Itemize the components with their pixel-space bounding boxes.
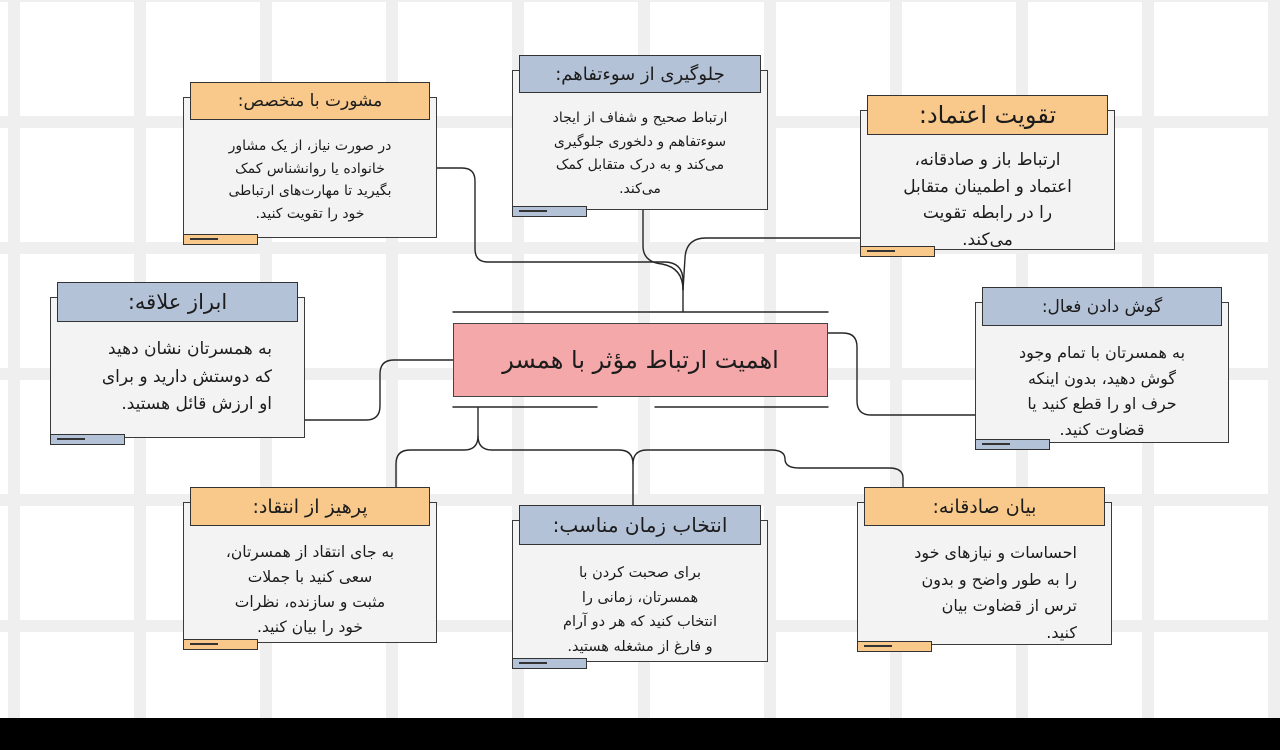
node-strengthen-trust [860, 101, 1115, 251]
connector-listening [828, 333, 975, 415]
tab-line-icon [57, 438, 85, 440]
node-text-line: همسرتان، زمانی را [581, 589, 699, 606]
node-text-line: خانواده یا روانشناس کمک [235, 160, 385, 177]
node-text-line: بگیرید تا مهارت‌های ارتباطی [228, 183, 392, 199]
node-tab [512, 658, 587, 669]
connector-trust [683, 238, 860, 290]
node-text-line: ارتباط صحیح و شفاف از ایجاد [552, 110, 728, 126]
node-text-line: سوءتفاهم و دلخوری جلوگیری [553, 133, 727, 150]
node-text-line: حرف او را قطع کنید یا [1027, 394, 1177, 414]
central-topic-label: اهمیت ارتباط مؤثر با همسر [502, 346, 779, 374]
node-title: پرهیز از انتقاد: [252, 495, 368, 518]
tab-line-icon [864, 645, 892, 647]
node-text [858, 540, 1111, 646]
tab-line-icon [982, 443, 1010, 445]
node-text-line: در صورت نیاز، از یک مشاور [228, 138, 392, 154]
node-text-line: ارتباط باز و صادقانه، [914, 150, 1061, 170]
node-text-line: به جای انتقاد از همسرتان، [225, 543, 395, 561]
node-text [976, 340, 1228, 443]
connector-affection [305, 360, 453, 420]
node-header [190, 487, 430, 526]
node-title: مشورت با متخصص: [237, 91, 383, 111]
node-tab [183, 639, 258, 650]
node-text-line: خود را بیان کنید. [257, 618, 363, 636]
tab-line-icon [519, 210, 547, 212]
node-text-line: برای صحبت کردن با [579, 565, 701, 581]
node-text-line: مثبت و سازنده، نظرات [234, 593, 386, 611]
node-tab [857, 641, 932, 652]
node-text-line: خود را تقویت کنید. [255, 205, 365, 222]
node-text-line: می‌کند و به درک متقابل کمک [555, 157, 725, 174]
node-text-line: او ارزش قائل هستید. [121, 394, 272, 414]
node-header [190, 82, 430, 120]
tab-line-icon [519, 662, 547, 664]
node-text-line: قضاوت کنید. [1059, 420, 1145, 440]
node-header [519, 55, 761, 93]
node-header [867, 95, 1108, 135]
node-text-line: احساسات و نیازهای خود [914, 543, 1077, 562]
node-header [519, 505, 761, 545]
node-text [513, 107, 767, 202]
node-text [861, 147, 1114, 254]
node-express-affection [50, 290, 305, 438]
node-honest-expression [857, 495, 1112, 645]
node-header [57, 282, 298, 322]
bottom-band [0, 718, 1280, 750]
node-text [51, 336, 304, 419]
tab-line-icon [190, 643, 218, 645]
node-text-line: می‌کند. [962, 230, 1013, 251]
node-text-line: گوش دهید، بدون اینکه [1027, 368, 1177, 388]
node-choose-right-time [512, 513, 768, 662]
node-tab [860, 246, 935, 257]
node-text-line: و فارغ از مشغله هستید. [567, 638, 713, 655]
node-tab [183, 234, 258, 245]
node-title: ابراز علاقه: [127, 290, 228, 314]
tab-line-icon [190, 238, 218, 240]
central-topic [453, 323, 828, 397]
connector-timing [478, 436, 633, 505]
node-text-line: به همسرتان با تمام وجود [1018, 343, 1186, 362]
connector-honesty [633, 450, 903, 488]
connector-criticism [396, 408, 478, 488]
node-title: بیان صادقانه: [932, 495, 1037, 518]
node-active-listening [975, 296, 1229, 443]
node-tab [50, 434, 125, 445]
node-title: تقویت اعتماد: [918, 101, 1057, 129]
node-title: گوش دادن فعال: [1041, 296, 1163, 317]
node-text-line: که دوستش دارید و برای [101, 366, 272, 387]
node-text-line: می‌کند. [619, 181, 661, 198]
connector-misunderstanding [643, 210, 683, 290]
node-header [982, 287, 1222, 326]
node-title: جلوگیری از سوءتفاهم: [555, 63, 725, 85]
node-text [184, 540, 436, 640]
node-tab [512, 206, 587, 217]
node-text-line: به همسرتان نشان دهید [108, 339, 272, 359]
node-prevent-misunderstanding [512, 63, 768, 210]
node-text-line: را در رابطه تقویت [922, 203, 1053, 224]
tab-line-icon [867, 250, 895, 252]
node-text-line: انتخاب کنید که هر دو آرام [563, 614, 717, 630]
node-text-line: ترس از قضاوت بیان [941, 596, 1077, 615]
node-tab [975, 439, 1050, 450]
node-text-line: کنید. [1046, 622, 1077, 642]
node-text [184, 135, 436, 225]
node-text [513, 561, 767, 659]
node-text-line: سعی کنید با جملات [247, 568, 373, 586]
node-consult-specialist [183, 91, 437, 238]
node-text-line: اعتماد و اطمینان متقابل [903, 176, 1072, 197]
node-text-line: را به طور واضح و بدون [921, 569, 1077, 589]
node-avoid-criticism [183, 495, 437, 643]
node-header [864, 487, 1105, 526]
node-title: انتخاب زمان مناسب: [552, 513, 728, 537]
